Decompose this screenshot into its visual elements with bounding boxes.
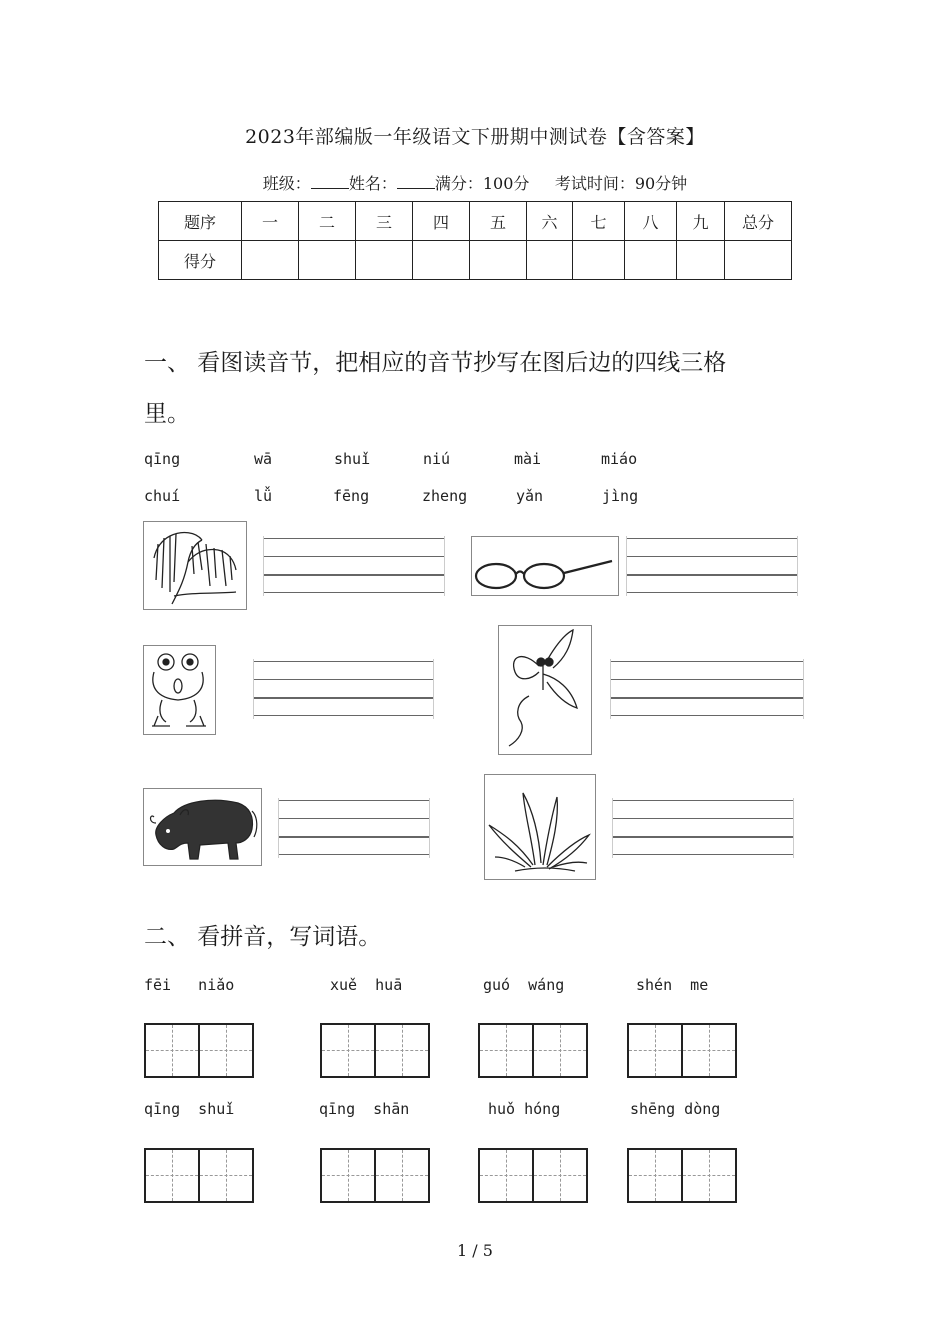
pinyin: lǚ: [254, 487, 273, 505]
score-table-header-row: [159, 202, 792, 241]
pinyin: shén me: [636, 976, 709, 994]
willow-tree-icon: [144, 522, 246, 609]
score-cell[interactable]: [725, 241, 792, 280]
pinyin: qīng: [144, 450, 181, 468]
seedling-picture: [484, 774, 596, 880]
buffalo-picture: [143, 788, 262, 866]
score-cell[interactable]: [527, 241, 573, 280]
score-cell[interactable]: [470, 241, 527, 280]
tian-grid[interactable]: [144, 1148, 254, 1203]
tian-grid[interactable]: [320, 1023, 430, 1078]
writing-lines[interactable]: [253, 659, 434, 719]
pinyin: wā: [254, 450, 273, 468]
score-cell[interactable]: [299, 241, 356, 280]
pinyin: xuě huā: [330, 976, 403, 994]
header-cell: 三: [356, 202, 413, 241]
score-table-score-row: [159, 241, 792, 280]
pinyin: qīng shuǐ: [144, 1100, 235, 1118]
pinyin: shēng dòng: [630, 1100, 721, 1118]
buffalo-icon: [144, 789, 261, 865]
pinyin: jìng: [602, 487, 639, 505]
header-cell: 题序: [159, 202, 242, 241]
header-cell: 九: [677, 202, 725, 241]
score-cell[interactable]: [625, 241, 677, 280]
pinyin: zheng: [422, 487, 468, 505]
pinyin: shuǐ: [334, 450, 371, 468]
header-cell: 六: [527, 202, 573, 241]
seedling-icon: [485, 775, 595, 879]
glasses-picture: [471, 536, 619, 596]
header-cell: 四: [413, 202, 470, 241]
writing-lines[interactable]: [278, 798, 430, 858]
frog-icon: [144, 646, 215, 734]
class-label: 班级：: [262, 174, 311, 193]
page-title: 2023年部编版一年级语文下册期中测试卷【含答案】: [245, 126, 705, 148]
score-cell[interactable]: [356, 241, 413, 280]
exam-info: [0, 171, 950, 194]
score-table: [158, 201, 792, 280]
pinyin: fēng: [333, 487, 370, 505]
score-cell[interactable]: [573, 241, 625, 280]
section1-title: 一、 看图读音节，把相应的音节抄写在图后边的四线三格: [144, 350, 727, 376]
tian-grid[interactable]: [627, 1023, 737, 1078]
class-blank[interactable]: [311, 174, 349, 189]
pinyin: niú: [423, 450, 451, 468]
name-blank[interactable]: [397, 174, 435, 189]
pinyin: miáo: [601, 450, 638, 468]
tian-grid[interactable]: [144, 1023, 254, 1078]
time-label: 考试时间：90分钟: [554, 174, 688, 193]
tian-grid[interactable]: [478, 1148, 588, 1203]
header-cell: 七: [573, 202, 625, 241]
header-cell: 总分: [725, 202, 792, 241]
willow-tree-picture: [143, 521, 247, 610]
header-cell: 八: [625, 202, 677, 241]
name-label: 姓名：: [348, 174, 397, 193]
pinyin: qīng shān: [319, 1100, 410, 1118]
score-label: 满分：100分: [434, 174, 530, 193]
kite-picture: [498, 625, 592, 755]
writing-lines[interactable]: [626, 536, 798, 596]
header-cell: 五: [470, 202, 527, 241]
tian-grid[interactable]: [478, 1023, 588, 1078]
pinyin: guó wáng: [483, 976, 565, 994]
writing-lines[interactable]: [610, 659, 804, 719]
page-number: 1 / 5: [457, 1241, 493, 1260]
score-cell[interactable]: [242, 241, 299, 280]
score-cell[interactable]: [677, 241, 725, 280]
pinyin: yǎn: [516, 487, 544, 505]
tian-grid[interactable]: [627, 1148, 737, 1203]
glasses-icon: [472, 537, 618, 595]
header-cell: 一: [242, 202, 299, 241]
tian-grid[interactable]: [320, 1148, 430, 1203]
row-label-cell: 得分: [159, 241, 242, 280]
pinyin: fēi niǎo: [144, 976, 235, 994]
pinyin: chuí: [144, 487, 181, 505]
header-cell: 二: [299, 202, 356, 241]
score-cell[interactable]: [413, 241, 470, 280]
section1-title-cont: 里。: [144, 401, 190, 427]
kite-icon: [499, 626, 591, 754]
frog-picture: [143, 645, 216, 735]
writing-lines[interactable]: [263, 536, 445, 596]
pinyin: huǒ hóng: [488, 1100, 561, 1118]
writing-lines[interactable]: [612, 798, 794, 858]
section2-title: 二、 看拼音，写词语。: [144, 924, 382, 950]
pinyin: mài: [514, 450, 542, 468]
